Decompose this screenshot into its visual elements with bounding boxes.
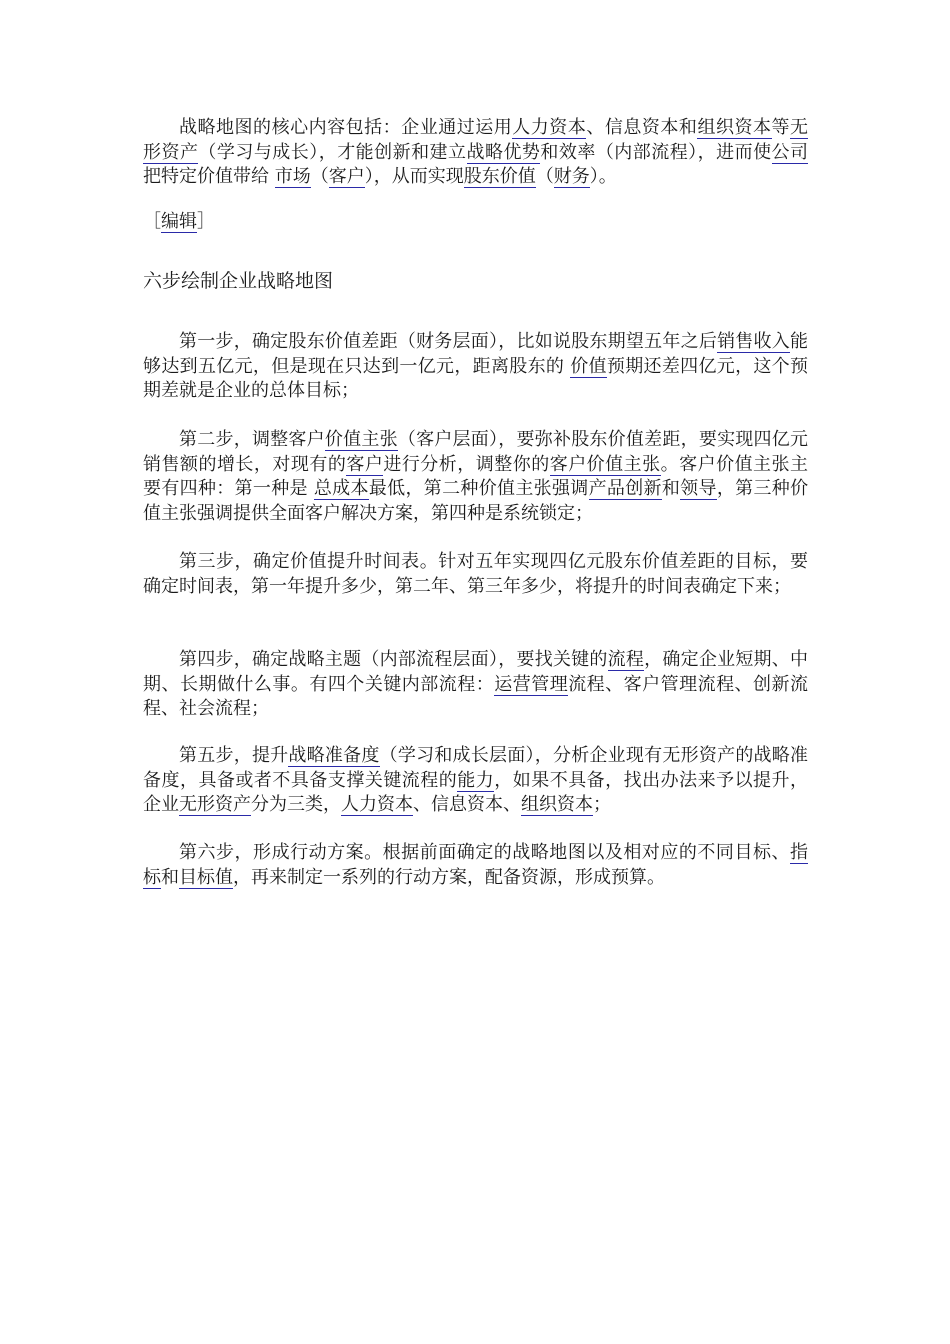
inline-hyperlink[interactable]: 销售收入 (717, 331, 791, 352)
text-run: 第五步，提升 (179, 745, 289, 766)
inline-hyperlink[interactable]: 客户价值主张 (549, 453, 661, 475)
inline-hyperlink[interactable]: 流程 (607, 649, 645, 670)
text-run: 分为三类， (251, 794, 341, 815)
text-run: 、信息资本和 (586, 117, 698, 138)
text-run: 进行分析，调整你的 (383, 453, 550, 475)
text-run: 第三步，确定价值提升时间表。针对五年实现四亿元股东价值差距的目标，要确定时间表，第一年提升多少，第二年、第三年多少，将提升的时间表确定下来； (143, 551, 808, 597)
text-run: （客户层面），要弥补股东价值差距，要实现四亿元销售额的增长，对现有的 (143, 429, 809, 475)
text-run: （ (535, 166, 554, 187)
inline-hyperlink[interactable]: 能力 (457, 769, 495, 791)
text-run: ，第三种价值主张强调提供全面客户解决方案，第四种是系统锁定； (143, 478, 809, 524)
inline-hyperlink[interactable]: 价值 (570, 355, 607, 377)
text-run: 能够达到五亿元，但是现在只达到一亿元，距离股东的 (143, 331, 809, 377)
inline-hyperlink[interactable]: 价值主张 (324, 429, 398, 450)
inline-hyperlink[interactable]: 运营管理 (494, 673, 569, 695)
inline-hyperlink[interactable]: 指标 (143, 842, 808, 888)
text-run: 第四步，确定战略主题（内部流程层面），要找关键的 (179, 649, 608, 670)
text-run: 第一步，确定股东价值差距（财务层面），比如说股东期望五年之后 (179, 331, 718, 352)
inline-hyperlink[interactable]: 总成本 (313, 478, 369, 499)
text-run: 预期还差四亿元，这个预期差就是企业的总体目标； (143, 355, 809, 401)
text-run: ，再来制定一系列的行动方案，配备资源，形成预算。 (233, 866, 665, 888)
text-run: （学习和成长层面），分析企业现有无形资产的战略准备度，具备或者不具备支撑关键流程的 (143, 745, 809, 791)
step-1-paragraph (143, 330, 808, 404)
inline-hyperlink[interactable]: 股东价值 (463, 166, 536, 187)
text-run: 把特定价值带给 (143, 166, 275, 187)
step-2-paragraph (143, 428, 808, 526)
text-run: 第六步，形成行动方案。根据前面确定的战略地图以及相对应的不同目标、 (179, 842, 790, 863)
text-run: 最低，第二种价值主张强调 (368, 478, 589, 499)
inline-hyperlink[interactable]: 客户 (346, 453, 384, 475)
text-run: （学习与成长），才能创新和建立 (198, 141, 467, 163)
text-run: 、信息资本、 (413, 794, 521, 815)
inline-hyperlink[interactable]: 目标值 (179, 866, 233, 888)
text-run: 和 (661, 478, 681, 499)
inline-hyperlink[interactable]: 无形资产 (143, 117, 809, 163)
edit-bracket-close: ］ (197, 211, 215, 232)
intro-paragraph (143, 116, 808, 190)
section-heading: 六步绘制企业战略地图 (143, 270, 334, 292)
inline-hyperlink[interactable]: 组织资本 (697, 117, 772, 138)
text-run: ，确定企业短期、中期、长期做什么事。有四个关键内部流程： (143, 649, 809, 695)
step-6-paragraph (143, 841, 808, 890)
inline-hyperlink[interactable]: 战略优势 (466, 141, 541, 163)
text-run: 等 (771, 117, 791, 138)
edit-link[interactable]: 编辑 (161, 211, 197, 232)
text-run: 第二步，调整客户 (179, 429, 325, 450)
inline-hyperlink[interactable]: 战略准备度 (288, 745, 380, 766)
inline-hyperlink[interactable]: 领导 (680, 478, 717, 499)
text-run: ）。 (589, 166, 617, 187)
text-run: ，如果不具备，找出办法来予以提升，企业 (143, 769, 809, 815)
text-run: 和 (161, 866, 179, 888)
text-run: ），从而实现 (364, 166, 464, 187)
edit-bracket-open: ［ (143, 211, 161, 232)
step-3-paragraph (143, 550, 808, 599)
text-run: ； (593, 794, 611, 815)
text-run: （ (310, 166, 329, 187)
inline-hyperlink[interactable]: 市场 (274, 166, 311, 187)
edit-section-link-wrapper (143, 210, 215, 234)
inline-hyperlink[interactable]: 人力资本 (341, 794, 413, 815)
inline-hyperlink[interactable]: 客户 (328, 166, 365, 187)
step-4-paragraph (143, 648, 808, 722)
inline-hyperlink[interactable]: 人力资本 (512, 117, 587, 138)
inline-hyperlink[interactable]: 组织资本 (521, 794, 593, 815)
text-run: 和效率（内部流程），进而使 (540, 141, 772, 163)
inline-hyperlink[interactable]: 公司 (771, 141, 809, 163)
step-5-paragraph (143, 744, 808, 818)
text-run: 。客户价值主张主要有四种：第一种是 (143, 453, 809, 499)
inline-hyperlink[interactable]: 产品创新 (588, 478, 662, 499)
inline-hyperlink[interactable]: 财务 (553, 166, 590, 187)
inline-hyperlink[interactable]: 无形资产 (179, 794, 251, 815)
text-run: 战略地图的核心内容包括：企业通过运用 (179, 117, 513, 138)
text-run: 流程、客户管理流程、创新流程、社会流程； (143, 673, 809, 719)
